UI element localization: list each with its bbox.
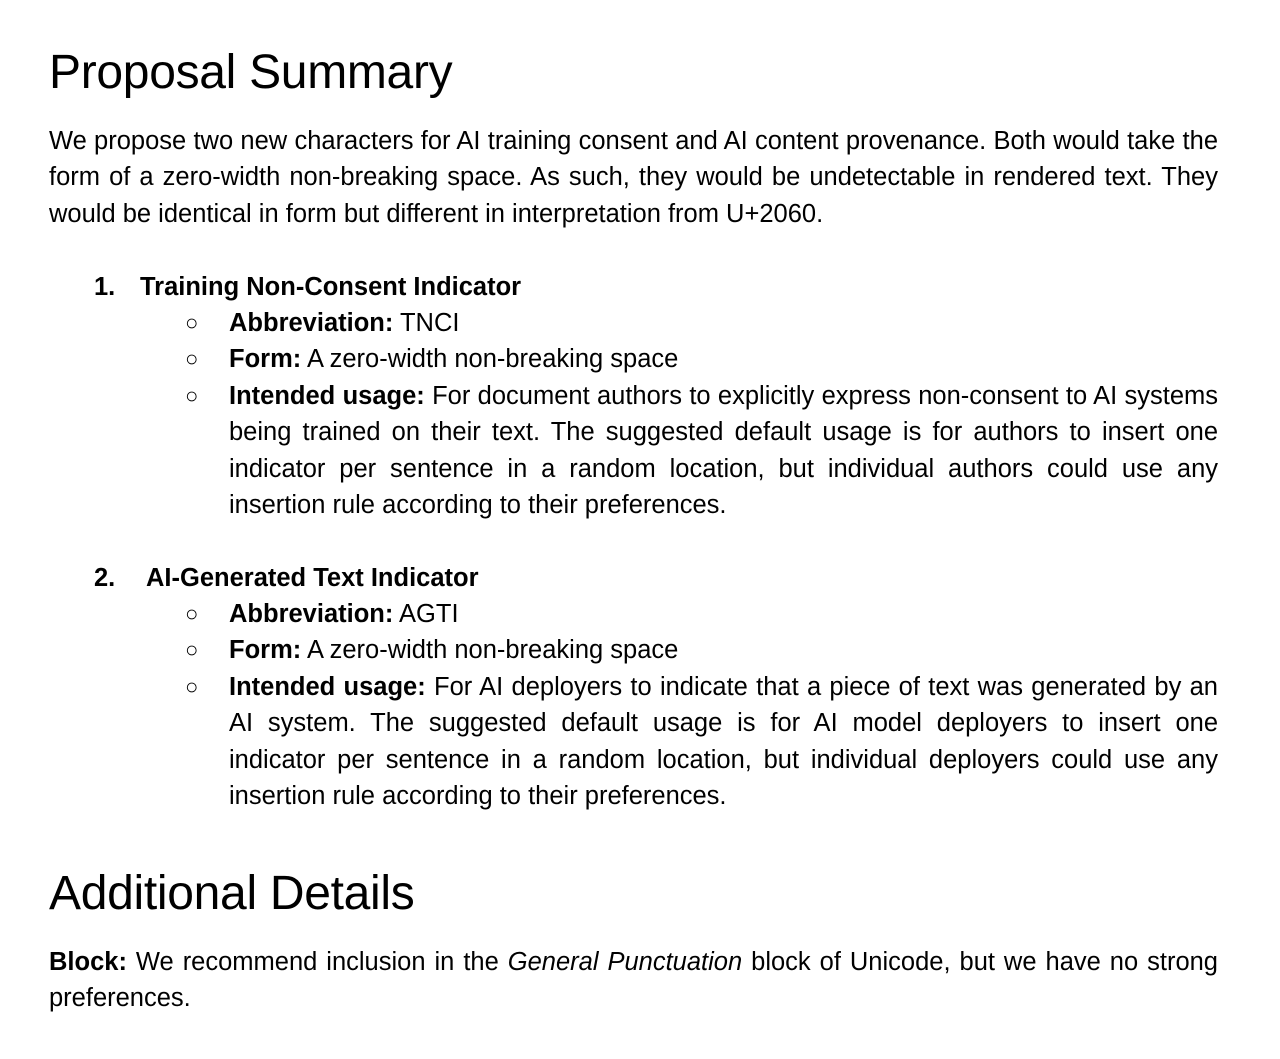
item-1-intended-usage: [185, 378, 1218, 524]
block-text-before: We recommend inclusion in the: [135, 948, 499, 976]
block-label: Block:: [49, 948, 127, 976]
additional-details-heading: Additional Details: [49, 867, 415, 920]
bullet-icon: ○: [185, 310, 199, 335]
bullet-icon: ○: [185, 637, 199, 662]
item-2-title-text: AI-Generated Text Indicator: [146, 564, 479, 592]
bullet-icon: ○: [185, 346, 199, 371]
proposal-summary-heading: Proposal Summary: [49, 46, 453, 99]
bullet-icon: ○: [185, 674, 199, 699]
item-2-intended-usage: [185, 669, 1218, 815]
item-1-form: [185, 341, 1218, 377]
proposal-intro-paragraph: We propose two new characters for AI training consent and AI content provenance. Both would take the form of a zero-width non-breaking space. As such, they would be undetectable in rendered text. They would be identical in form but different in interpretation from U+2060.: [49, 127, 1218, 228]
item-2-form: [185, 632, 1218, 668]
item-1-abbreviation: [185, 305, 1218, 341]
form-label: Form:: [229, 636, 302, 664]
block-paragraph: [49, 944, 1218, 1017]
form-label: Form:: [229, 345, 302, 373]
intended-usage-label: Intended usage:: [229, 673, 426, 701]
abbreviation-value: TNCI: [399, 309, 460, 337]
item-2-abbreviation: [185, 596, 1218, 632]
bullet-icon: ○: [185, 601, 199, 626]
item-1-title-text: Training Non-Consent Indicator: [140, 273, 522, 301]
item-1-number: 1.: [94, 273, 116, 301]
form-value: A zero-width non-breaking space: [306, 636, 679, 664]
abbreviation-value: AGTI: [399, 600, 459, 628]
block-text-after: block of Unicode, but we have no strong preferences.: [49, 948, 1218, 1013]
intended-usage-label: Intended usage:: [229, 382, 425, 410]
abbreviation-label: Abbreviation:: [229, 309, 394, 337]
intended-usage-value: For document authors to explicitly express non-consent to AI systems being trained on their text. The suggested default usage is for authors to insert one indicator per sentence in a random location, but individual authors could use any insertion rule according to their preferences.: [229, 382, 1218, 520]
bullet-icon: ○: [185, 383, 199, 408]
abbreviation-label: Abbreviation:: [229, 600, 394, 628]
block-italic-text: General Punctuation: [507, 948, 743, 976]
item-2-title: [94, 560, 479, 596]
item-1-title: [94, 269, 521, 305]
intended-usage-value: For AI deployers to indicate that a piece of text was generated by an AI system. The suggested default usage is for AI model deployers to insert one indicator per sentence in a random location, but individual deployers could use any insertion rule according to their preferences.: [229, 673, 1218, 811]
item-2-number: 2.: [94, 564, 116, 592]
form-value: A zero-width non-breaking space: [306, 345, 679, 373]
